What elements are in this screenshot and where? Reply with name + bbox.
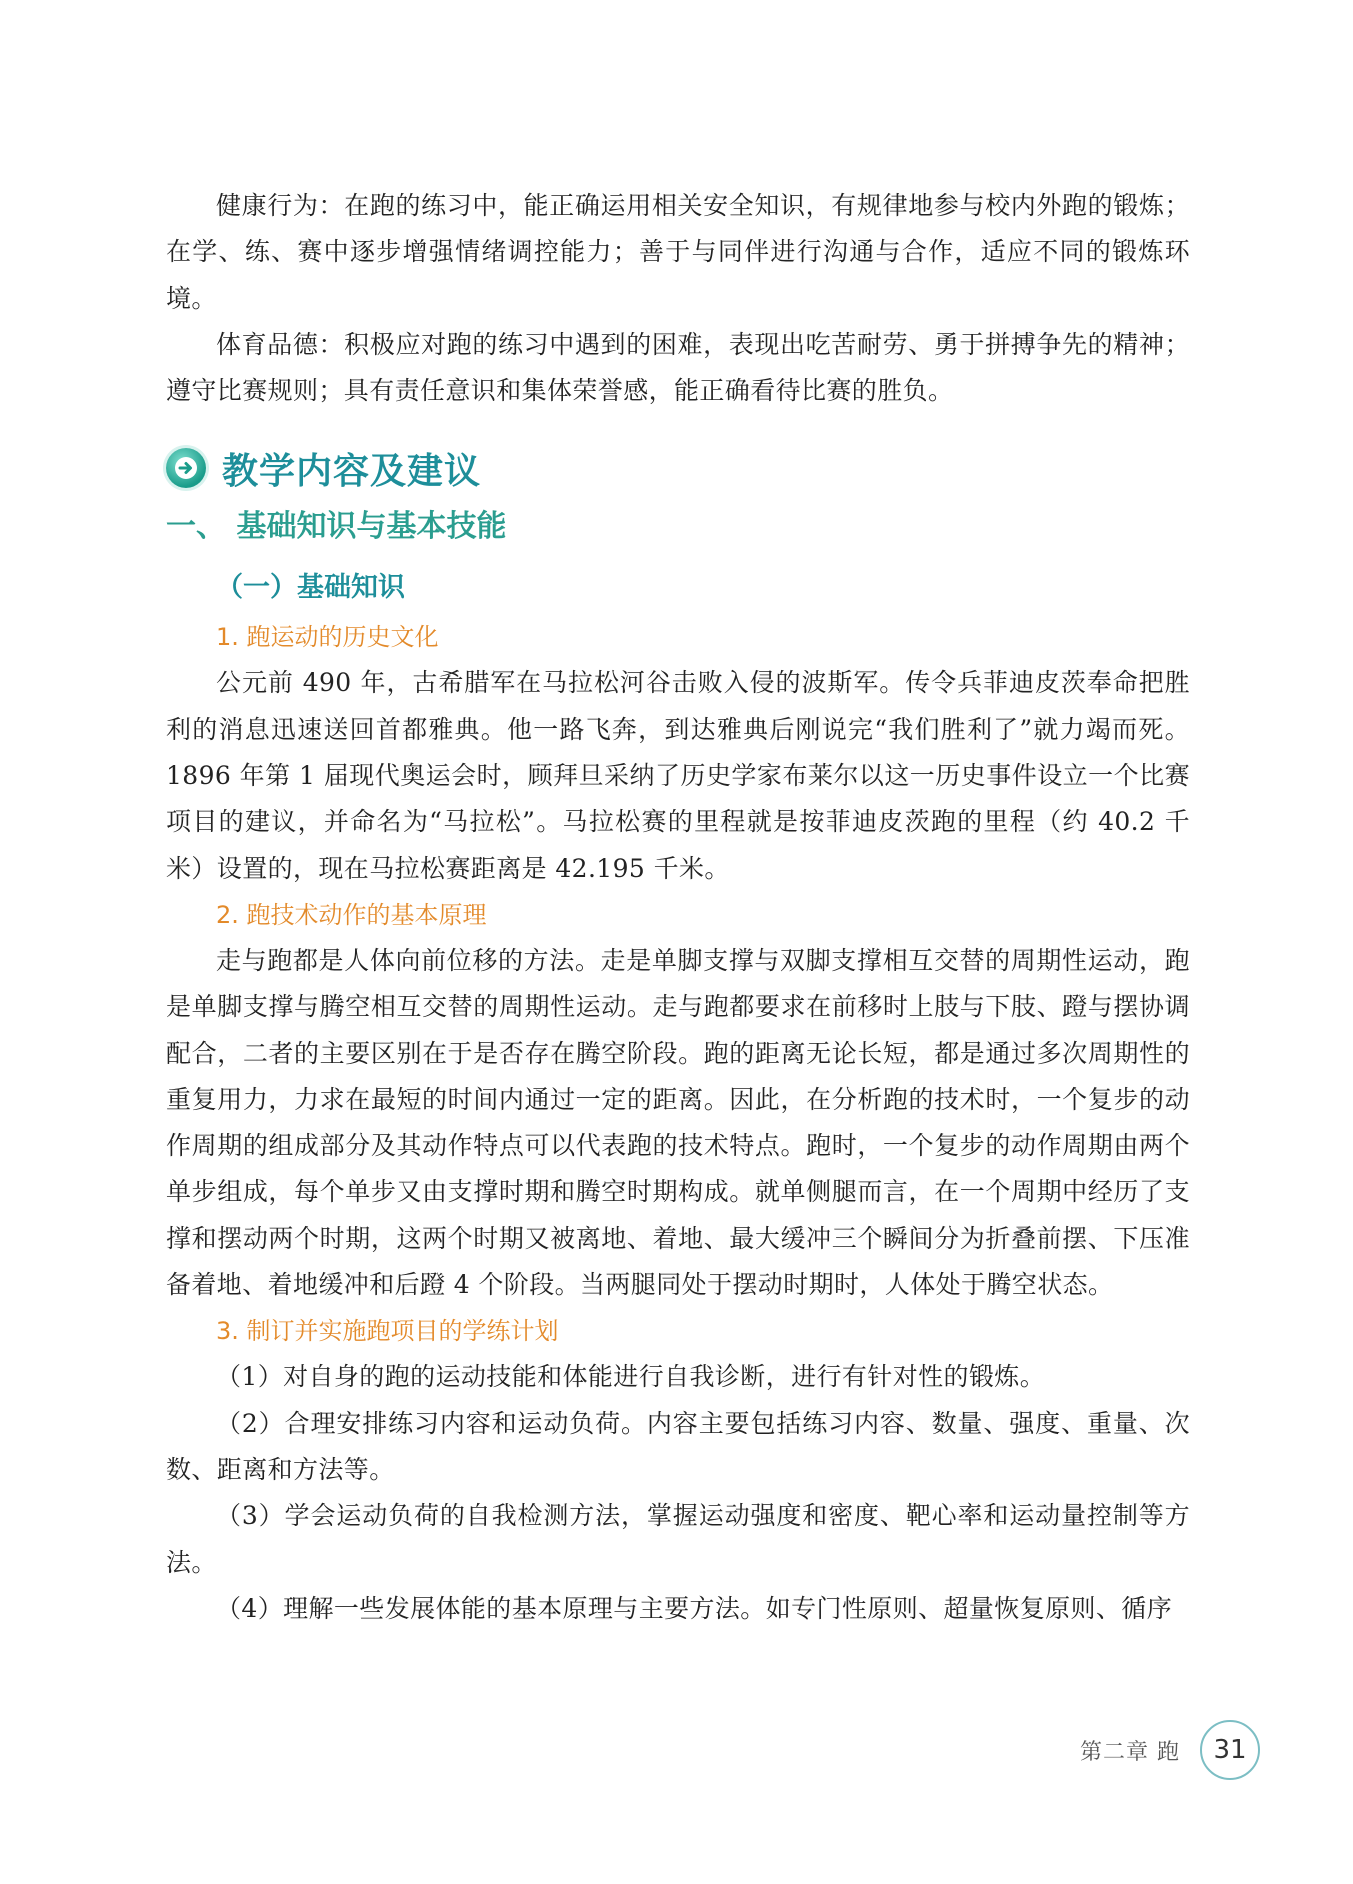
arrow-right-circle-icon bbox=[166, 448, 206, 488]
page-content bbox=[166, 183, 1190, 1632]
list-item-plan-2: （2）合理安排练习内容和运动负荷。内容主要包括练习内容、数量、强度、重量、次数、距离和方法等。 bbox=[166, 1408, 1190, 1484]
list-item-plan-1: （1）对自身的跑的运动技能和体能进行自我诊断，进行有针对性的锻炼。 bbox=[216, 1362, 1046, 1392]
chapter-label: 第二章 跑 bbox=[1080, 1739, 1180, 1765]
paragraph-health-behavior: 健康行为：在跑的练习中，能正确运用相关安全知识，有规律地参与校内外跑的锻炼；在学、练、赛中逐步增强情绪调控能力；善于与同伴进行沟通与合作，适应不同的锻炼环境。 bbox=[166, 191, 1190, 313]
section-heading: 教学内容及建议 bbox=[222, 449, 482, 492]
paragraph-principles: 走与跑都是人体向前位移的方法。走是单脚支撑与双脚支撑相互交替的周期性运动，跑是单脚支撑与腾空相互交替的周期性运动。走与跑都要求在前移时上肢与下肢、蹬与摆协调配合，二者的主要区别在于是否存在腾空阶段。跑的距离无论长短，都是通过多次周期性的重复用力，力求在最短的时间内通过一定的距离。因此，在分析跑的技术时，一个复步的动作周期的组成部分及其动作特点可以代表跑的技术特点。跑时，一个复步的动作周期由两个单步组成，每个单步又由支撑时期和腾空时期构成。就单侧腿而言，在一个周期中经历了支撑和摆动两个时期，这两个时期又被离地、着地、最大缓冲三个瞬间分为折叠前摆、下压准备着地、着地缓冲和后蹬 4 个阶段。当两腿同处于摆动时期时，人体处于腾空状态。 bbox=[166, 945, 1190, 1300]
paragraph-history: 公元前 490 年，古希腊军在马拉松河谷击败入侵的波斯军。传令兵菲迪皮茨奉命把胜利的消息迅速送回首都雅典。他一路飞奔，到达雅典后刚说完“我们胜利了”就力竭而死。1896 年第 1 届现代奥运会时，顾拜旦采纳了历史学家布莱尔以这一历史事件设立一个比赛项目的建议，并命名为“马拉松”。马拉松赛的里程就是按菲迪皮茨跑的里程（约 40.2 千米）设置的，现在马拉松赛距离是 42.195 千米。 bbox=[166, 668, 1190, 883]
level1-heading: 一、 基础知识与基本技能 bbox=[166, 509, 507, 545]
topic-heading-history: 1. 跑运动的历史文化 bbox=[216, 623, 439, 652]
paragraph-sports-ethics: 体育品德：积极应对跑的练习中遇到的困难，表现出吃苦耐劳、勇于拼搏争先的精神；遵守比赛规则；具有责任意识和集体荣誉感，能正确看待比赛的胜负。 bbox=[166, 329, 1190, 406]
topic-heading-plan: 3. 制订并实施跑项目的学练计划 bbox=[216, 1317, 559, 1346]
section-title bbox=[166, 438, 1190, 498]
topic-heading-principles: 2. 跑技术动作的基本原理 bbox=[216, 900, 487, 929]
list-item-plan-3: （3）学会运动负荷的自我检测方法，掌握运动强度和密度、靶心率和运动量控制等方法。 bbox=[166, 1501, 1190, 1577]
list-item-plan-4: （4）理解一些发展体能的基本原理与主要方法。如专门性原则、超量恢复原则、循序 bbox=[216, 1593, 1173, 1623]
page-footer bbox=[1080, 1720, 1260, 1780]
page-number: 31 bbox=[1200, 1720, 1260, 1780]
level2-heading: （一）基础知识 bbox=[216, 572, 405, 604]
